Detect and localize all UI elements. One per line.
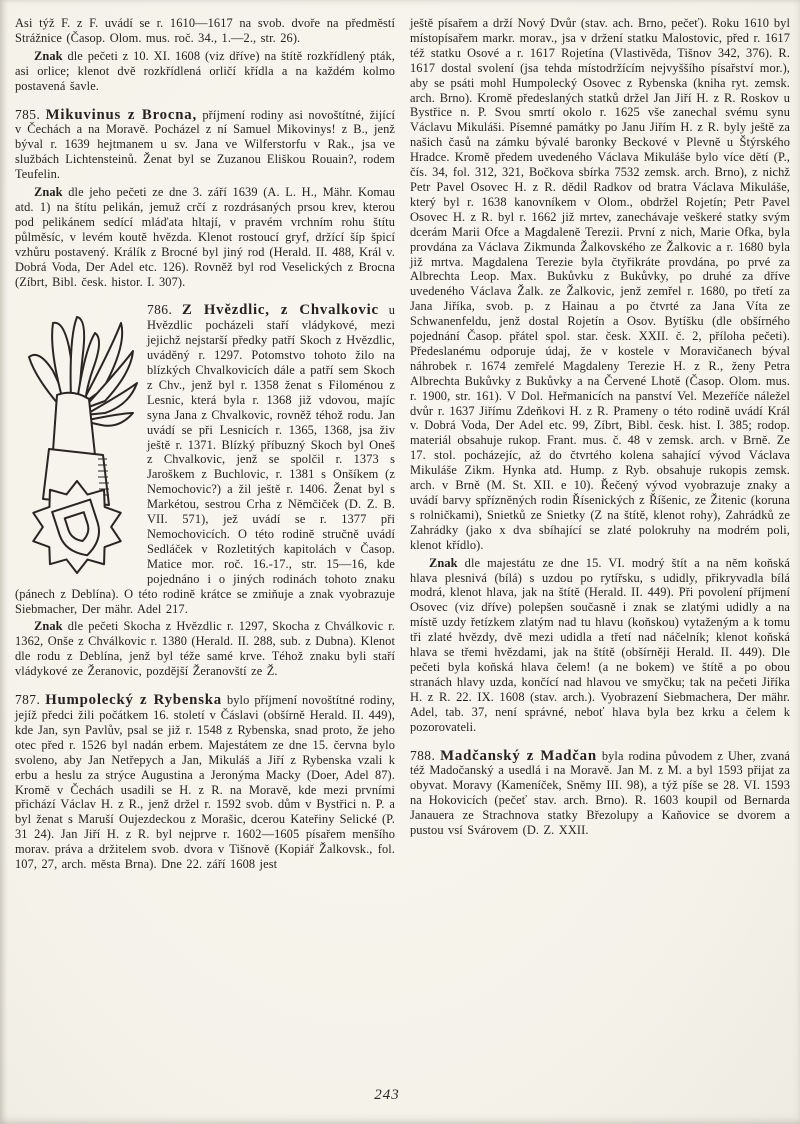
entry-786 xyxy=(15,303,395,616)
entry-number: 788. xyxy=(410,747,436,763)
entry-number: 786. xyxy=(147,302,173,318)
left-column xyxy=(15,16,395,872)
znak-paragraph xyxy=(15,619,395,679)
coat-of-arms-figure xyxy=(19,307,139,575)
page-number: 243 xyxy=(374,1087,400,1103)
entry-787 xyxy=(15,693,395,872)
paragraph-text: u Hvězdlic pocházeli staří vládykové, mezi jejichž nejstarší předky patří Skoch z Hvězdlic, uváděný r. 1297. Potomstvo tohoto žilo na blízkých Chvalkovicích dále a patří sem Skoch z Chv., jenž byl r. 1358 ženat s Filoménou z Lesnic, která byla r. 1368 již vdovou, majíc syna Jana z Chvalkovic, rovněž téhož rodu. Jan uvádí se při Lesnicích r. 1365, 1368, jsa živ ještě r. 1371. Blízký příbuzný Skoch byl Oneš z Chvalkovic, jenž se spolčil r. 1373 s Jaroškem z Buchlovic, r. 1381 s Onšíkem (z Nemochovic?) a žil ještě r. 1406. Ženat byl s Markétou, sestrou Crha z Němčiček (D. Z. B. VII. 571), jež uvádí se r. 1377 při Nemochovicích. O této rodině stručně uvádí Sedláček v Rozletitých kapitolách v Časop. Matice mor. roč. 16.-17., str. 15—16, kde pojednáno i o jiných rodinách tohoto znaku (pánech z Deblína). O této rodině krátce se zmiňuje a znak vyobrazuje Siebmacher, Der mähr. Adel 217. xyxy=(15,303,396,616)
entry-number: 787. xyxy=(15,692,41,708)
glove-palm xyxy=(53,393,95,455)
paragraph-text: příjmení rodiny asi novoštítné, žijící v Čechách a na Moravě. Pocházel z ní Samuel Mikovinys! z B., jenž býval r. 1639 hejtmanem u sv. Jana ve Wilferstorfu v Rak., jsa ve službách Lichtensteinů. Ženat byl se Zuzanou Eliškou Rouain?, rodem Teufelin. xyxy=(15,107,395,182)
entry-788 xyxy=(410,749,790,838)
znak-label: Znak xyxy=(429,555,458,570)
paragraph-text: dle jeho pečeti ze dne 3. září 1639 (A. L. H., Mähr. Komau atd. 1) na štítu pelikán, jemuž crčí z rozdrásaných prsou krev, kterou pod pelikánem sedící mláďata hltají, v pravém vrchním rohu štítu půlměsíc, v levém koutě hvězda. Klenot rostoucí gryf, držící šíp špicí vzhůru postavený. Králík z Brocné byl jiný rod (Herald. II. 488, Král v. Dobrá Voda, Der Adel etc. 126). Rovněž byl rod Veselických z Brocna (Zíbrt, Bibl. česk. histor. I. 307). xyxy=(15,185,395,289)
znak-label: Znak xyxy=(34,185,63,200)
entry-name: Z Hvězdlic, z Chvalkovic xyxy=(182,302,379,319)
entry-name: Mikuvinus z Brocna, xyxy=(45,106,197,123)
paragraph-text: ještě písařem a drží Nový Dvůr (stav. ach. Brno, pečeť). Roku 1610 byl místopísařem markr. morav., jsa v držení statku Malostovic, před r. 1617 též statku Osové a r. 1617 Rojetína (Vlastivěda, Tišnov 342, 376). R. 1617 dostal svolení (jsa tehda místodržícím nejvyššího písařství mor.), aby se psáti mohl Humpolecký Osovec z Rybenska (kniha ryt. zemsk. arch. Brno). Kromě předeslaných statků držel Jan Jiří H. z R. Roskov u Bystřice n. P. Svou smrtí okolo r. 1625 vše zanechal svému synu Václavu Mikuláši. Písemné památky po Janu Jiřím H. z R. byly ještě za našich časů na zámku bývalé baronky Beckové v Plevně u Štýrského Hradce. Kromě předem uvedeného Václava Mikuláše bylo více dětí (P., čís. 34, fol. 312, 321, Bočkova sbírka 7532 zemsk. arch. Brno), z nichž Petr Pavel Osovec H. z R. dědil Radkov od bratra Václava Mikuláše, který byl r. 1638 kanovníkem v Olom., obdržel Rojetín; Petr Pavel Osovec H. z R. byl r. 1662 již mrtev, zanechávaje veškeré statky svým dcerám Marii Ofce a Magdaleně Terezii. První z nich, Marie Ofka, byla provdána za Václava Zikmunda Žalkovského ze Žalkovic a r. 1680 byla již mrtva. Magdalena Terezie byla čtyřikráte provdána, po prvé za Albrechta Leop. Max. Bukůvku z Bukůvky, po druhé za dříve uvedeného Václava Žalk. ze Žalkovic, jenž zemřel r. 1680, po třetí za Jana Jiříka, svob. p. z Hainau a po čtvrté za Jana Víta ze Schwanenfeldu, jenž dostal Rojetín a Osov. Bytíšku (dle obšírného pojednání Časop. přátel spol. star. česk. XXII. č. 2, příloha pečeti). Předeslanému odporuje údaj, že v kostele v Moravičanech býval náhrobek r. 1674 zemřelé Magdaleny Terezie H. z R., ženy Petra Albrechta Bukůvky z Bukůvky a na Červené Lhotě (Časop. Olom. mus. r. 1900, str. 161). V Dol. Heřmanicích na panství Vel. Mezeříče náležel dvůr r. 1637 Jiřímu Zdeňkovi H. z R. Prameny o této rodině uvádí Král v. Dobrá Voda, Der Adel etc. 99, Zíbrt, Bibl. česk. hist. I. 385; rodop. materiál obsahuje rukop. Frant. mus. č. 48 v zemsk. arch. v Brně. Ze 17. stol. pocházejíc, až do čtvrtého kolena sahající vývod Václava Mikuláše Zikm. Hynka atd. Hump. z Ryb. obsahuje rukopis zemsk. arch. v Brně (M. St. XII. e 10). Řečený vývod vyobrazuje znaky a uvádí barvy spřízněných rodin Řísenických z Říšenic, ze Žitenic (koruna s rolničkami), Snietků ze Snietky (Z na štítě, klenot rohy), Zahrádků ze Zahrádky (jako x dva sbíhající se zlaté polokruhy na modrém poli, klenot křídlo). xyxy=(410,16,790,552)
paragraph-text: bylo příjmení novoštítné rodiny, jejíž předci žili počátkem 16. století v Čáslavi (obšírně Herald. II. 449), kde Jan, syn Pavlův, psal se již r. 1548 z Rybenska, snad proto, že jeho otec před r. 1526 byl nadán erbem. Majestátem ze dne 15. června bylo svoleno, aby Jan Netřepych a Jan, Mikuláš a Jiří z Rybenska vzali k erbu a heslu za strýce Augustina a Jeronýma Macky (Doer, Adel 87). Kromě v Čechách usadili se H. z R. na Moravě, kde mezi prvními přichází Václav H. z R., jenž držel r. 1592 svob. dům v Bystřici n. P. a byl ženat s Maruší Oujezdeckou z Morašic, dcerou Kateřiny Selické (P. 31 24). Jan Jiří H. z R. byl nejprve r. 1602—1605 písařem menšího morav. práva a držitelem svob. dvora v Tišnově (Kopiář Žalkovsk., fol. 107, 27, arch. města Brna). Dne 22. září 1608 jest xyxy=(15,693,395,872)
entry-name: Madčanský z Madčan xyxy=(440,747,597,764)
paragraph-text: Asi týž F. z F. uvádí se r. 1610—1617 na svob. dvoře na předměstí Strážnice (Časop. Olom. mus. roč. 34., 1.—2., str. 26). xyxy=(15,16,395,45)
znak-label: Znak xyxy=(34,48,63,63)
serrated-shield xyxy=(20,472,135,576)
entry-name: Humpolecký z Rybenska xyxy=(45,692,222,709)
znak-paragraph xyxy=(15,185,395,289)
znak-paragraph xyxy=(410,556,790,735)
znak-paragraph xyxy=(15,49,395,94)
entry-785 xyxy=(15,108,395,183)
paragraph-text: dle pečeti Skocha z Hvězdlic r. 1297, Skocha z Chválkovic r. 1362, Onše z Chválkovic r. 1380 (Herald. II. 288, sub. z Dubna). Klenot dle rodu z Deblína, jenž byl téže samé krve. Téhož znaku byli staří vládykové ze Žeranovic, pozdější Žeranovští ze Ž. xyxy=(15,619,395,679)
right-column xyxy=(410,16,790,872)
continuation-paragraph xyxy=(15,16,395,46)
entry-number: 785. xyxy=(15,106,41,122)
paragraph-text: dle pečeti z 10. XI. 1608 (viz dříve) na štítě rozkřídlený pták, asi orlice; klenot dvě rozkřídlená orličí křídla a na každém kolmo postavená šavle. xyxy=(15,48,395,93)
continuation-paragraph xyxy=(410,16,790,553)
paragraph-text: dle majestátu ze dne 15. VI. modrý štít a na něm koňská hlava plesnivá (bílá) s uzdou po rytířsku, s udidly, přikryvadla bílá modrá, klenot hlava, jak na štítě (Herald. II. 449). Při povolení příjmení Osovec (viz dříve) polepšen současně i znak se zlatými udidly a na místě uzdy řetízkem zlatým nad tu hlavu (koňskou) vytaženým a k tomu tři zlaté hvězdy, dvě mezi udidla a třetí nad náčelník; klenot koňská hlava se třemi hvězdami, jak na štítě (obšírněji Herald. II. 449). Dle pečeti byla koňská hlava čelem! (a ne bokem) ve štítě a po obou stranách hlavy uzda, končící nad hlavou ve smyčku; tak na pečeti Jiříka H. z R. 22. IX. 1608 (stav. arch.). Vyobrazení Siebmachera, Der mähr. Adel, tab. 37, není správné, neboť hlava byla bez krku a čelem k pozorovateli. xyxy=(410,555,790,734)
paragraph-text: byla rodina původem z Uher, zvaná též Madočanský a usedlá i na Moravě. Jan M. z M. a byl 1593 přijat za obyvat. Moravy (Kameníček, Sněmy III. 98), a týž píše se 28. VI. 1593 na Hokovicích (pečeť stav. arch. Brno). R. 1603 koupil od Bernarda Janauera ze Strachnova statky Březolupy a Kaňovice se dvorem a pustou vsí Svárovem (D. Z. XXII. xyxy=(410,748,791,838)
znak-label: Znak xyxy=(34,619,63,634)
